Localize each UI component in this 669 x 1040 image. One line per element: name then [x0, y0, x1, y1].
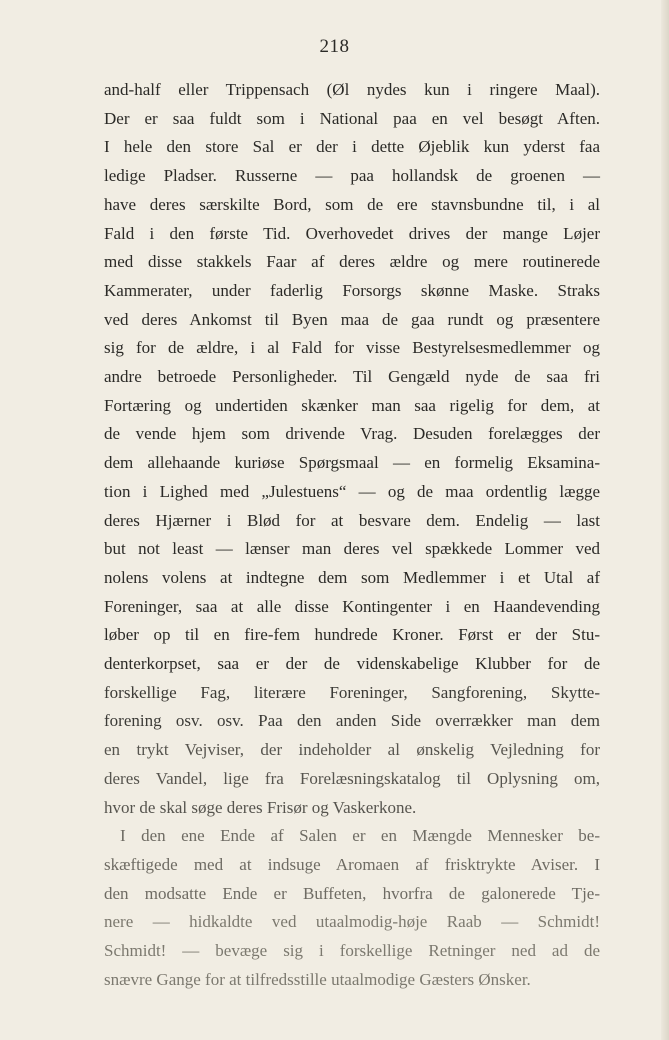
text-line: deres Vandel, lige fra Forelæsningskatalog til Oplysning om, [104, 768, 600, 788]
text-line: snævre Gange for at tilfredsstille utaalmodige Gæsters Ønsker. [104, 969, 531, 989]
text-line: en trykt Vejviser, der indeholder al ønskelig Vejledning for [104, 740, 600, 760]
text-line: ledige Pladser. Russerne — paa hollandsk de groenen — [104, 166, 600, 186]
text-line: Der er saa fuldt som i National paa en vel besøgt Aften. [104, 108, 600, 128]
text-line: I den ene Ende af Salen er en Mængde Mennesker be- [120, 826, 600, 846]
text-line: and-half eller Trippensach (Øl nydes kun i ringere Maal). [104, 80, 600, 99]
text-line: Kammerater, under faderlig Forsorgs skønne Maske. Straks [104, 280, 600, 300]
body-text [104, 76, 600, 995]
page-number: 218 [319, 36, 350, 57]
text-line: de vende hjem som drivende Vrag. Desuden forelægges der [104, 424, 600, 444]
text-line: forening osv. osv. Paa den anden Side overrækker man dem [104, 711, 600, 731]
text-line: but not least — lænser man deres vel spækkede Lommer ved [104, 539, 600, 559]
text-line: løber op til en fire-fem hundrede Kroner. Først er der Stu- [104, 625, 600, 645]
text-line: hvor de skal søge deres Frisør og Vaskerkone. [104, 797, 417, 817]
text-line: tion i Lighed med „Julestuens“ — og de maa ordentlig lægge [104, 481, 600, 501]
text-line: nere — hidkaldte ved utaalmodig-høje Raab — Schmidt! [104, 912, 600, 932]
text-line: denterkorpset, saa er der de videnskabelige Klubber for de [104, 654, 600, 674]
text-line: Schmidt! — bevæge sig i forskellige Retninger ned ad de [104, 941, 600, 961]
text-line: have deres særskilte Bord, som de ere stavnsbundne til, i al [104, 194, 600, 214]
text-line: andre betroede Personligheder. Til Gengæld nyde de saa fri [104, 367, 600, 387]
text-line: ved deres Ankomst til Byen maa de gaa rundt og præsentere [104, 309, 600, 329]
text-line: deres Hjærner i Blød for at besvare dem. Endelig — last [104, 510, 600, 530]
text-line: med disse stakkels Faar af deres ældre og mere routinerede [104, 252, 600, 272]
text-line: Fald i den første Tid. Overhovedet drives der mange Løjer [104, 223, 600, 243]
text-line: dem allehaande kuriøse Spørgsmaal — en formelig Eksamina- [104, 453, 600, 473]
text-line: Foreninger, saa at alle disse Kontingenter i en Haandevending [104, 596, 600, 616]
text-line: den modsatte Ende er Buffeten, hvorfra de galonerede Tje- [104, 883, 600, 903]
text-line: nolens volens at indtegne dem som Medlemmer i et Utal af [104, 567, 600, 587]
page-edge [661, 0, 669, 1040]
text-line: sig for de ældre, i al Fald for visse Bestyrelsesmedlemmer og [104, 338, 600, 358]
text-line: skæftigede med at indsuge Aromaen af frisktrykte Aviser. I [104, 854, 600, 874]
text-line: forskellige Fag, literære Foreninger, Sangforening, Skytte- [104, 682, 600, 702]
text-line: I hele den store Sal er der i dette Øjeblik kun yderst faa [104, 137, 600, 157]
text-line: Fortæring og undertiden skænker man saa rigelig for dem, at [104, 395, 600, 415]
